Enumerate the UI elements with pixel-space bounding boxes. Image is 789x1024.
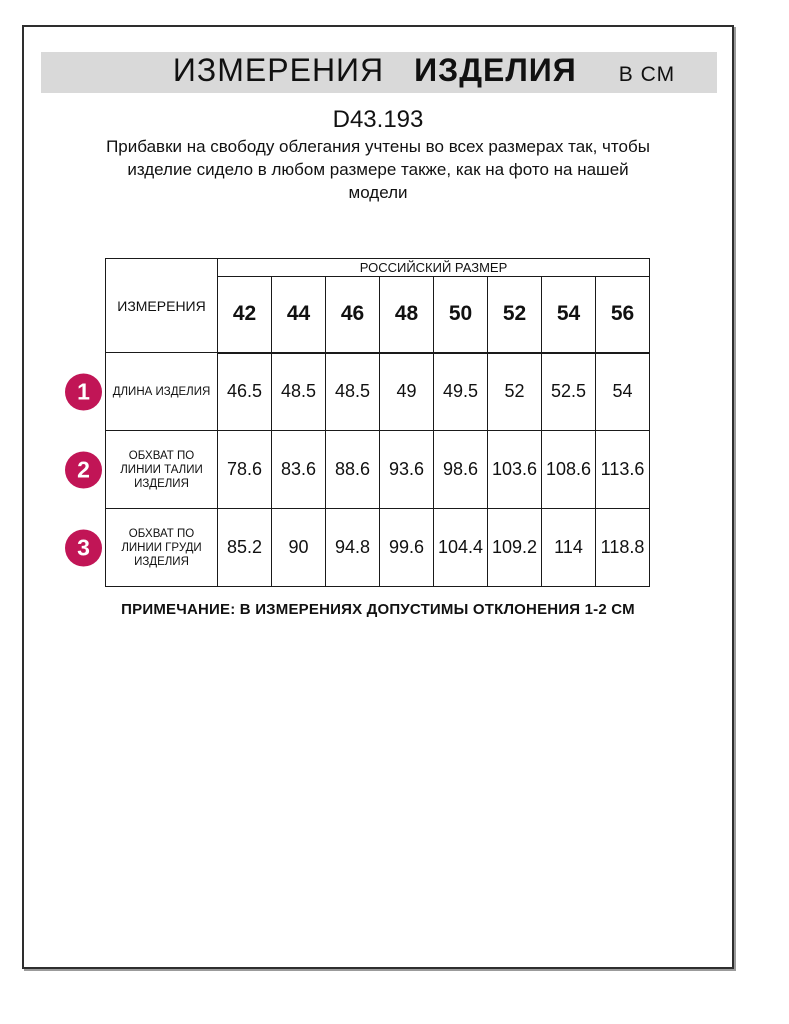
measurement-label: ДЛИНА ИЗДЕЛИЯ	[106, 353, 218, 431]
measurement-value: 88.6	[326, 431, 380, 509]
size-table-zone	[24, 258, 732, 587]
measurement-row	[106, 509, 650, 587]
measurement-value: 114	[542, 509, 596, 587]
corner-header-cell: ИЗМЕРЕНИЯ	[106, 259, 218, 353]
measurement-value: 83.6	[272, 431, 326, 509]
size-column-header: 42	[218, 277, 272, 353]
size-column-header: 44	[272, 277, 326, 353]
russian-size-header: РОССИЙСКИЙ РАЗМЕР	[218, 259, 650, 277]
title-word-measurements: ИЗМЕРЕНИЯ	[172, 52, 385, 88]
size-column-header: 46	[326, 277, 380, 353]
measurement-row	[106, 431, 650, 509]
title-bar	[41, 52, 717, 93]
measurement-value: 90	[272, 509, 326, 587]
size-column-header: 54	[542, 277, 596, 353]
measurement-value: 118.8	[596, 509, 650, 587]
measurement-value: 49	[380, 353, 434, 431]
title-unit-cm: В СМ	[618, 63, 676, 86]
measurement-value: 46.5	[218, 353, 272, 431]
measurement-label: ОБХВАТ ПО ЛИНИИ ТАЛИИ ИЗДЕЛИЯ	[106, 431, 218, 509]
measurement-value: 48.5	[326, 353, 380, 431]
measurement-value: 93.6	[380, 431, 434, 509]
size-column-header: 56	[596, 277, 650, 353]
article-code: D43.193	[332, 106, 424, 133]
measurement-value: 108.6	[542, 431, 596, 509]
document-sheet	[22, 25, 734, 969]
measurement-label: ОБХВАТ ПО ЛИНИИ ГРУДИ ИЗДЕЛИЯ	[106, 509, 218, 587]
measurement-value: 78.6	[218, 431, 272, 509]
size-column-header: 52	[488, 277, 542, 353]
row-number-badge: 1	[65, 373, 102, 410]
row-number-badge: 3	[65, 529, 102, 566]
description	[24, 135, 732, 204]
measurement-value: 104.4	[434, 509, 488, 587]
measurement-value: 103.6	[488, 431, 542, 509]
measurement-value: 109.2	[488, 509, 542, 587]
tolerance-note: ПРИМЕЧАНИЕ: В ИЗМЕРЕНИЯХ ДОПУСТИМЫ ОТКЛОНЕНИЯ 1-2 СМ	[121, 601, 635, 618]
size-column-header: 50	[434, 277, 488, 353]
measurement-value: 49.5	[434, 353, 488, 431]
title-word-product: ИЗДЕЛИЯ	[414, 52, 577, 88]
group-header-row	[106, 259, 650, 277]
measurement-value: 54	[596, 353, 650, 431]
measurement-value: 94.8	[326, 509, 380, 587]
measurement-value: 113.6	[596, 431, 650, 509]
measurement-value: 48.5	[272, 353, 326, 431]
measurement-value: 52	[488, 353, 542, 431]
size-table	[105, 258, 650, 587]
measurement-value: 99.6	[380, 509, 434, 587]
description-line: модели	[348, 183, 408, 202]
measurement-value: 98.6	[434, 431, 488, 509]
measurement-row	[106, 353, 650, 431]
description-line: Прибавки на свободу облегания учтены во всех размерах так, чтобы	[106, 137, 650, 156]
size-column-header: 48	[380, 277, 434, 353]
row-number-badge: 2	[65, 451, 102, 488]
description-line: изделие сидело в любом размере также, как на фото на нашей	[127, 160, 629, 179]
measurement-value: 52.5	[542, 353, 596, 431]
measurement-value: 85.2	[218, 509, 272, 587]
